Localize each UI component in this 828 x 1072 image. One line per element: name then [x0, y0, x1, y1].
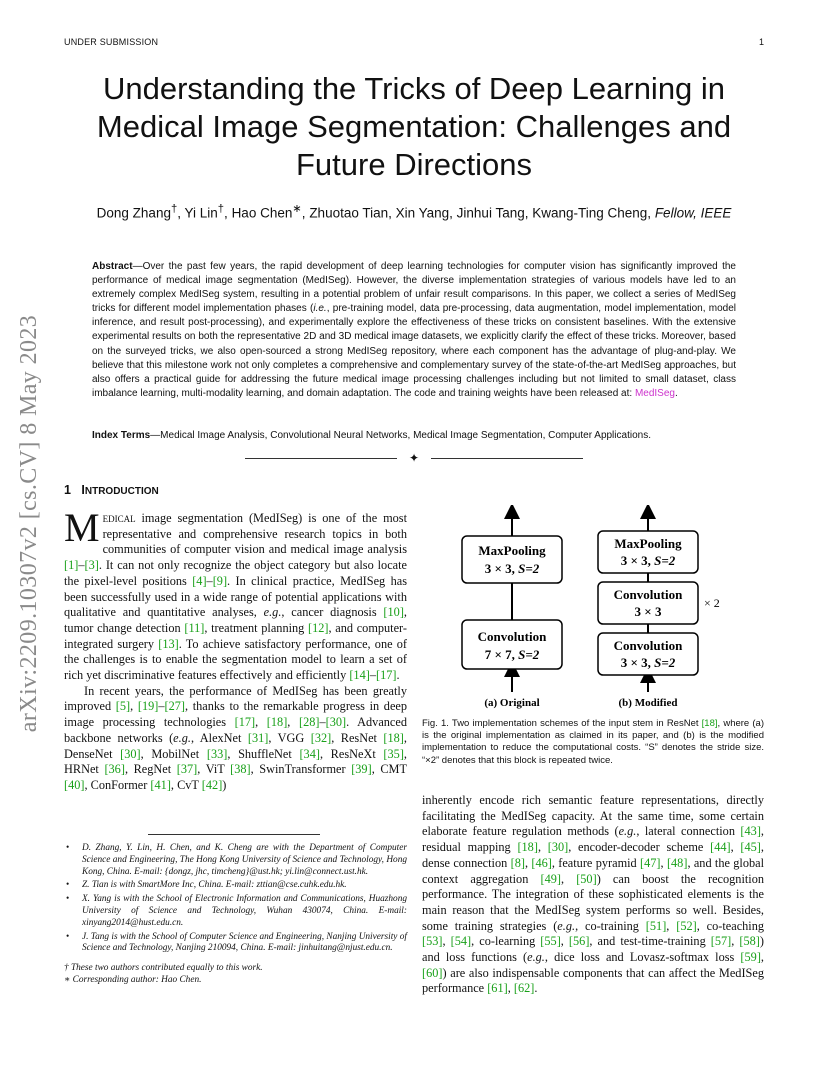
- body-text: , co-teaching: [696, 918, 765, 933]
- citation[interactable]: [49]: [540, 871, 561, 886]
- orig-conv-params: 7 × 7, S=2: [484, 647, 540, 662]
- body-text: , encoder-decoder scheme: [568, 840, 711, 855]
- index-terms-label: Index Terms: [92, 430, 151, 441]
- citation[interactable]: [19]: [137, 699, 159, 714]
- body-text: , ResNet: [331, 730, 384, 745]
- body-text: ,: [442, 934, 451, 949]
- citation[interactable]: [54]: [450, 934, 472, 949]
- body-text: .: [534, 981, 538, 996]
- citation[interactable]: [32]: [310, 730, 332, 745]
- caption-text: , where (a) is the original implementation as claimed in its paper, and (b) is the modified implementation to reduce the computational costs. “S” denotes the stride size. “×2” denotes that this block is repeated twice.: [422, 718, 764, 766]
- body-text: , HRNet: [64, 746, 407, 777]
- arxiv-identifier: arXiv:2209.10307v2 [cs.CV] 8 May 2023: [16, 314, 43, 732]
- body-text: ) are also indispensable components that can affect the MedISeg performance: [422, 965, 764, 996]
- page-number: 1: [758, 37, 764, 47]
- body-text: , treatment planning: [204, 620, 308, 635]
- body-text: –: [78, 558, 85, 573]
- citation[interactable]: [31]: [247, 730, 269, 745]
- body-text: , thanks to the remarkable progress in deep image processing technologies: [64, 699, 408, 730]
- citation[interactable]: [30]: [547, 840, 569, 855]
- small-caps-text: edical: [102, 511, 136, 525]
- arxiv-stamp: [10, 283, 50, 763]
- citation[interactable]: [13]: [158, 636, 179, 651]
- mod-conv1-label: Convolution: [613, 587, 683, 602]
- citation[interactable]: [56]: [568, 934, 590, 949]
- equal-contribution-mark: †: [217, 203, 225, 215]
- citation[interactable]: [62]: [513, 981, 535, 996]
- citation[interactable]: [46]: [531, 855, 552, 870]
- body-text: , ViT: [197, 762, 231, 777]
- citation[interactable]: [18]: [701, 718, 718, 729]
- citation[interactable]: [61]: [487, 981, 508, 996]
- corresponding-author-note: ∗ Corresponding author: Hao Chen.: [64, 974, 202, 985]
- citation[interactable]: [3]: [84, 558, 99, 573]
- body-text: In recent years, the performance of MedISeg has been greatly improved: [64, 683, 407, 714]
- citation[interactable]: [9]: [212, 573, 228, 588]
- body-text: ,: [660, 855, 667, 870]
- body-text: , residual mapping: [422, 824, 764, 855]
- mod-conv2-params: 3 × 3, S=2: [620, 655, 676, 670]
- body-text: e.g.: [173, 730, 191, 745]
- body-text: e.g.: [618, 824, 637, 839]
- index-terms-text: —Medical Image Analysis, Convolutional Neural Networks, Medical Image Segmentation, Computer Applications.: [150, 430, 651, 441]
- author-name: Dong Zhang: [96, 205, 171, 221]
- body-text: ,: [287, 715, 299, 730]
- body-text: ): [222, 777, 227, 792]
- footnotes: [64, 843, 407, 987]
- section-heading: [64, 483, 159, 497]
- citation[interactable]: [40]: [64, 777, 85, 792]
- citation[interactable]: [42]: [201, 777, 223, 792]
- equal-contribution-mark: †: [170, 203, 178, 215]
- body-text: , co-training: [575, 918, 646, 933]
- paragraph: [422, 793, 764, 997]
- citation[interactable]: [18]: [517, 840, 538, 855]
- body-text: ,: [537, 840, 548, 855]
- citation[interactable]: [18]: [383, 730, 404, 745]
- paper-title: Understanding the Tricks of Deep Learning in Medical Image Segmentation: Challenges and Future Directions: [96, 71, 732, 182]
- citation[interactable]: [59]: [740, 950, 761, 965]
- body-text: , dense connection: [422, 840, 764, 870]
- body-text: –: [158, 699, 165, 714]
- citation[interactable]: [58]: [739, 934, 760, 949]
- body-text: , feature pyramid: [551, 855, 641, 870]
- mod-conv1-params: 3 × 3: [634, 604, 662, 619]
- citation[interactable]: [10]: [383, 605, 404, 620]
- body-text: , co-learning: [471, 934, 541, 949]
- body-text: –: [369, 668, 376, 683]
- body-text: ,: [560, 871, 577, 886]
- citation[interactable]: [44]: [710, 840, 731, 855]
- author-names: Zhuotao Tian, Xin Yang, Jinhui Tang, Kwang-Ting Cheng,: [309, 205, 652, 221]
- body-text: e.g.: [263, 605, 282, 620]
- paragraph: [64, 684, 407, 794]
- citation[interactable]: [14]: [349, 668, 370, 683]
- citation[interactable]: [43]: [740, 824, 761, 839]
- abstract-label: Abstract: [92, 261, 133, 272]
- author-membership: Fellow, IEEE: [654, 205, 732, 221]
- body-text: . Advanced backbone networks (: [64, 715, 407, 745]
- author-notes: [64, 963, 407, 987]
- citation[interactable]: [48]: [666, 855, 688, 870]
- affiliation-item: • X. Yang is with the School of Electronic Information and Communications, Huazhong University of Science and Technology, Wuhan 430074, China. E-mail: xinyang2014@hust.edu.cn.: [82, 894, 407, 929]
- section-number: 1: [64, 483, 71, 497]
- body-text: e.g.: [557, 918, 576, 933]
- separator-line: [431, 458, 583, 459]
- body-text: , and the global context aggregation: [422, 855, 765, 886]
- citation[interactable]: [28]: [298, 715, 320, 730]
- original-caption-label: (a) Original: [484, 697, 540, 709]
- citation[interactable]: [30]: [120, 746, 141, 761]
- citation[interactable]: [4]: [192, 573, 207, 588]
- orig-maxpool-label: MaxPooling: [478, 543, 546, 558]
- body-text: , tumor change detection: [64, 605, 407, 635]
- orig-maxpool-params: 3 × 3, S=2: [484, 561, 540, 576]
- citation[interactable]: [35]: [383, 746, 404, 761]
- citation[interactable]: [47]: [640, 855, 661, 870]
- author-name: Hao Chen: [231, 205, 293, 221]
- citation[interactable]: [39]: [351, 762, 372, 777]
- body-text: , DenseNet: [64, 730, 407, 761]
- figure-resnet-input-stem: [422, 505, 764, 710]
- body-text: , and test-time-training: [589, 934, 711, 949]
- body-text: ,: [731, 934, 740, 949]
- citation[interactable]: [36]: [104, 762, 125, 777]
- citation[interactable]: [50]: [576, 871, 597, 886]
- body-text: –: [206, 573, 213, 588]
- citation[interactable]: [27]: [164, 699, 185, 714]
- right-column: [422, 793, 764, 997]
- abstract-text: —Over the past few years, the rapid development of deep learning technologies for computer vision has significantly improved the performance of medical image segmentation (MedISeg). However, the diverse implementation strategies of various models have led to an extremely complex MedISeg system, resulting in a potential problem of unfair result comparisons. In this paper, we collect a series of MedISeg tricks for different model implementation phases (: [92, 261, 736, 315]
- citation[interactable]: [34]: [299, 746, 320, 761]
- corresponding-author-mark: ∗: [292, 203, 302, 215]
- footnote-rule: [148, 834, 320, 835]
- citation[interactable]: [41]: [150, 777, 171, 792]
- citation[interactable]: [60]: [422, 965, 443, 980]
- citation[interactable]: [8]: [510, 855, 525, 870]
- body-text: ,: [507, 981, 514, 996]
- citation[interactable]: [53]: [422, 934, 443, 949]
- equal-contribution-note: † These two authors contributed equally to this work.: [64, 963, 263, 974]
- citation[interactable]: [52]: [676, 918, 697, 933]
- orig-conv-label: Convolution: [477, 629, 547, 644]
- body-text: ,: [666, 918, 677, 933]
- citation[interactable]: [33]: [206, 746, 228, 761]
- abstract-text: .: [674, 387, 678, 399]
- body-text: . It can not only recognize the object category but also locate the pixel-level positions: [64, 558, 407, 588]
- section-title-rest: NTRODUCTION: [84, 486, 159, 497]
- body-text: ,: [760, 950, 764, 965]
- body-text: , MobilNet: [140, 746, 207, 761]
- index-terms: [92, 429, 736, 443]
- mod-maxpool-label: MaxPooling: [614, 536, 682, 551]
- citation[interactable]: [11]: [184, 620, 205, 635]
- citation[interactable]: [38]: [230, 762, 251, 777]
- body-text: , ConFormer: [84, 777, 151, 792]
- citation[interactable]: [17]: [234, 715, 256, 730]
- body-text: , ResNeXt: [319, 746, 384, 761]
- citation[interactable]: [17]: [375, 668, 397, 683]
- citation[interactable]: [18]: [266, 715, 288, 730]
- section-separator: [245, 453, 583, 463]
- body-text: inherently encode rich semantic feature representations, directly facilitating the MedISeg capacity. At the same time, some certain elaborate feature regulation methods (: [422, 793, 764, 839]
- citation[interactable]: [51]: [645, 918, 667, 933]
- citation[interactable]: [45]: [740, 840, 761, 855]
- body-text: , VGG: [268, 730, 311, 745]
- separator-line: [245, 458, 397, 459]
- citation[interactable]: [30]: [325, 715, 347, 730]
- body-text: ) can boost the recognition performance. The integration of these sophisticated elements is the main reason that the MedISeg system performs so well. Besides, some training strategies (: [422, 871, 764, 933]
- body-text: ,: [255, 715, 267, 730]
- caption-text: Fig. 1. Two implementation schemes of the input stem in ResNet: [422, 718, 702, 729]
- body-text: , AlexNet: [190, 730, 248, 745]
- citation[interactable]: [55]: [540, 934, 561, 949]
- body-text: . To achieve satisfactory performance, one of the challenges is to enable the segmentation model to learn a set of rich yet discriminative features effectively and efficiently: [64, 636, 407, 683]
- body-text: ,: [560, 934, 569, 949]
- citation[interactable]: [57]: [710, 934, 732, 949]
- running-head: UNDER SUBMISSION: [64, 37, 159, 47]
- paragraph: [64, 505, 408, 684]
- citation[interactable]: [37]: [176, 762, 198, 777]
- body-text: , ShuffleNet: [227, 746, 300, 761]
- figure-diagram: [422, 505, 764, 710]
- repeat-label: × 2: [704, 596, 720, 610]
- figure-caption: [422, 718, 764, 767]
- mod-maxpool-params: 3 × 3, S=2: [620, 553, 676, 568]
- author-list: Dong Zhang†, Yi Lin†, Hao Chen∗, Zhuotao Tian, Xin Yang, Jinhui Tang, Kwang-Ting Cheng, Fellow, IEEE: [96, 203, 732, 221]
- abstract-text: , pre-training model, data pre-processing, data augmentation, model implementation, model inference, and result post-processing), and experimentally explore the effectiveness of these tricks on consistent baselines. With the extensive experimental results on both the representative 2D and 3D medical image datasets, we explicitly clarify the effect of these tricks. Moreover, based on the surveyed tricks, we also open-sourced a strong MedISeg repository, where each component has the advantage of plug-and-play. We believe that this milestone work not only completes a comprehensive and complementary survey of the state-of-the-art MedISeg approaches, but also offers a practical guide for addressing the future medical image processing challenges including but not limited to small dataset, class imbalance learning, multi-modality learning, and domain adaptation. The code and training weights have been released at:: [92, 303, 736, 399]
- citation[interactable]: [12]: [308, 620, 329, 635]
- body-text: ,: [524, 855, 532, 870]
- body-text: . In clinical practice, MedISeg has been successfully used in a wide range of potential applications with qualitative and quantitative analyses,: [64, 573, 407, 620]
- modified-caption-label: (b) Modified: [618, 697, 678, 709]
- body-text: , cancer diagnosis: [281, 605, 384, 620]
- body-text: .: [396, 668, 400, 683]
- mod-conv2-label: Convolution: [613, 638, 683, 653]
- drop-cap: M: [64, 505, 100, 550]
- citation[interactable]: [5]: [115, 699, 131, 714]
- body-text: , CMT: [371, 762, 407, 777]
- body-text: –: [319, 715, 326, 730]
- repository-link[interactable]: MedISeg: [634, 387, 675, 399]
- body-text: , and computer-integrated surgery: [64, 620, 408, 651]
- body-text: , lateral connection: [636, 824, 741, 839]
- body-text: ,: [130, 699, 138, 714]
- body-text: image segmentation (MedISeg) is one of the most representative and comprehensive research topics in both communities of computer vision and medical image analysis: [102, 511, 407, 557]
- affiliation-item: • J. Tang is with the School of Computer Science and Engineering, Nanjing University of Science and Technology, Nanjing 210094, China. E-mail: jinhuitang@njust.edu.cn.: [82, 932, 407, 956]
- body-text: , RegNet: [124, 762, 177, 777]
- body-text: ) and loss functions (: [422, 934, 764, 965]
- author-name: Yi Lin: [184, 205, 218, 221]
- body-text: , dice loss and Lovasz-softmax loss: [544, 950, 741, 965]
- section-title-initial: I: [81, 483, 85, 497]
- body-text: , SwinTransformer: [250, 762, 352, 777]
- left-column: [64, 505, 408, 794]
- affiliation-item: • D. Zhang, Y. Lin, H. Chen, and K. Cheng are with the Department of Computer Science and Engineering, The Hong Kong University of Science and Technology, Hong Kong, China. E-mail: {dongz, jhc, timcheng}@ust.hk; yi.lin@connect.ust.hk.: [82, 843, 407, 878]
- body-text: , CvT: [170, 777, 202, 792]
- separator-glyph: ✦: [408, 451, 420, 465]
- abstract-text: i.e.: [313, 303, 327, 315]
- body-text: ,: [730, 840, 741, 855]
- abstract: [92, 260, 736, 401]
- citation[interactable]: [1]: [64, 558, 79, 573]
- affiliation-list: [64, 843, 407, 955]
- affiliation-item: • Z. Tian is with SmartMore Inc, China. E-mail: zttian@cse.cuhk.edu.hk.: [82, 880, 407, 892]
- body-text: e.g.: [527, 950, 545, 965]
